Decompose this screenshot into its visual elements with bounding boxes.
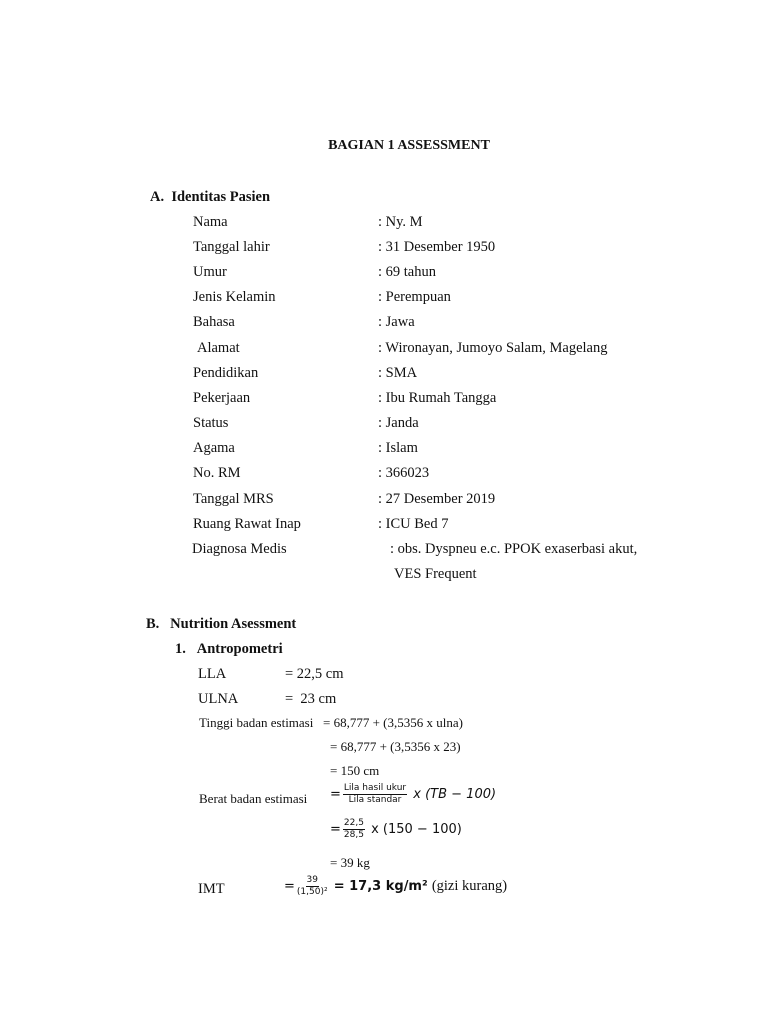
tb-label: Tinggi badan estimasi <box>199 715 314 730</box>
imt-result: = 17,3 kg/m² <box>333 879 428 894</box>
fraction-numerator: 22,5 <box>343 818 364 828</box>
fraction-numerator: Lila hasil ukur <box>343 783 407 793</box>
lla-label: LLA <box>198 666 227 682</box>
section-a-heading: A. Identitas Pasien <box>150 189 271 205</box>
subsection-heading: 1. Antropometri <box>175 641 283 657</box>
row-value: : Islam <box>378 440 418 456</box>
page-title: BAGIAN 1 ASSESSMENT <box>328 138 490 153</box>
formula-expression: x (150 − 100) <box>371 822 462 837</box>
formula-expression: x (TB − 100) <box>413 787 497 802</box>
row-value: : 27 Desember 2019 <box>378 491 496 507</box>
section-b-heading: B. Nutrition Asessment <box>146 616 297 632</box>
row-value: : 69 tahun <box>378 264 436 280</box>
row-label: Nama <box>193 214 228 230</box>
bb-formula <box>330 784 496 805</box>
row-label: Diagnosa Medis <box>192 541 287 557</box>
equals-sign: = <box>330 787 341 802</box>
fraction-denominator: Lila standar <box>348 795 402 805</box>
row-label: Status <box>193 415 229 431</box>
row-value: : ICU Bed 7 <box>378 516 449 532</box>
row-label: Bahasa <box>193 314 235 330</box>
row-value: : Ny. M <box>378 214 423 230</box>
equals-sign: = <box>284 879 295 894</box>
fraction-numerator: 39 <box>306 875 318 885</box>
imt-formula <box>284 876 507 897</box>
fraction <box>343 819 365 840</box>
row-value: : obs. Dyspneu e.c. PPOK exaserbasi akut, <box>390 541 638 557</box>
row-label: No. RM <box>193 465 241 481</box>
row-label: Tanggal lahir <box>193 239 270 255</box>
fraction <box>343 784 407 805</box>
tb-line: = 68,777 + (3,5356 x 23) <box>330 739 461 754</box>
row-value-continued: VES Frequent <box>394 566 477 582</box>
row-label: Pendidikan <box>193 365 259 381</box>
row-value: : Perempuan <box>378 289 451 305</box>
row-value: : Janda <box>378 415 419 431</box>
fraction-denominator: (1,50)² <box>296 887 328 897</box>
tb-line: = 68,777 + (3,5356 x ulna) <box>323 715 463 730</box>
fraction-denominator: 28,5 <box>343 830 364 840</box>
row-label: Umur <box>193 264 227 280</box>
bb-label: Berat badan estimasi <box>199 791 308 806</box>
lla-value: = 22,5 cm <box>285 666 344 682</box>
bb-result: = 39 kg <box>330 855 370 870</box>
row-label: Agama <box>193 440 235 456</box>
row-label: Jenis Kelamin <box>193 289 276 305</box>
row-value: : Wironayan, Jumoyo Salam, Magelang <box>378 340 608 356</box>
bb-substitution <box>330 819 462 840</box>
row-label: Alamat <box>197 340 240 356</box>
ulna-value: = 23 cm <box>285 691 337 707</box>
imt-label: IMT <box>198 881 225 897</box>
tb-line: = 150 cm <box>330 763 380 778</box>
equals-sign: = <box>330 822 341 837</box>
row-label: Ruang Rawat Inap <box>193 516 301 532</box>
row-label: Tanggal MRS <box>193 491 274 507</box>
imt-note: (gizi kurang) <box>431 878 508 894</box>
ulna-label: ULNA <box>198 691 239 707</box>
row-label: Pekerjaan <box>193 390 251 406</box>
row-value: : SMA <box>378 365 418 381</box>
row-value: : 31 Desember 1950 <box>378 239 496 255</box>
row-value: : Jawa <box>378 314 415 330</box>
fraction <box>297 876 328 897</box>
row-value: : Ibu Rumah Tangga <box>378 390 497 406</box>
row-value: : 366023 <box>378 465 430 481</box>
